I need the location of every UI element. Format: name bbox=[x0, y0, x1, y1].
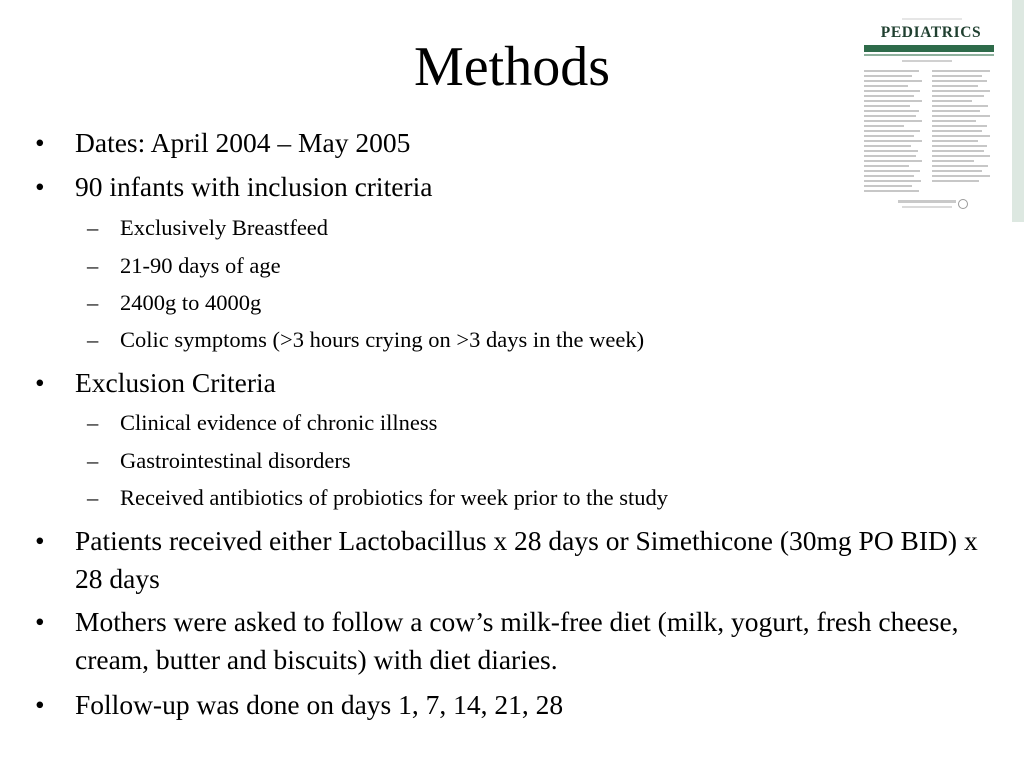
bullet-text: Patients received either Lactobacillus x 28 days or Simethicone (30mg PO BID) x 28 days bbox=[75, 525, 978, 594]
bullet-marker: • bbox=[35, 367, 45, 398]
bullet-item bbox=[35, 686, 995, 724]
bullet-marker: • bbox=[35, 606, 45, 637]
cover-light-band bbox=[864, 54, 994, 56]
sub-bullet-text: Exclusively Breastfeed bbox=[120, 215, 329, 240]
sub-bullet-text: Colic symptoms (>3 hours crying on >3 days in the week) bbox=[120, 327, 645, 352]
sub-bullet-marker: – bbox=[87, 485, 99, 510]
cover-toc-right bbox=[932, 70, 994, 185]
cover-side-strip bbox=[1012, 0, 1024, 222]
bullet-text: 90 infants with inclusion criteria bbox=[75, 171, 433, 202]
journal-name: PEDIATRICS bbox=[880, 24, 982, 41]
bullet-item bbox=[35, 124, 995, 162]
sub-bullet-marker: – bbox=[87, 215, 99, 240]
bullet-item bbox=[35, 603, 995, 679]
sub-bullet-item bbox=[87, 325, 1000, 355]
sub-bullet-text: Gastrointestinal disorders bbox=[120, 448, 351, 473]
bullet-item bbox=[35, 168, 995, 206]
cover-toc-left bbox=[864, 70, 926, 195]
cover-publisher-line bbox=[898, 200, 956, 203]
sub-bullet-marker: – bbox=[87, 253, 99, 278]
bullet-marker: • bbox=[35, 171, 45, 202]
bullet-item bbox=[35, 522, 995, 598]
sub-bullet-text: Clinical evidence of chronic illness bbox=[120, 410, 438, 435]
sub-bullet-marker: – bbox=[87, 448, 99, 473]
sub-bullet-text: 21-90 days of age bbox=[120, 253, 281, 278]
sub-bullet-item bbox=[87, 446, 1000, 476]
bullet-marker: • bbox=[35, 525, 45, 556]
sub-bullet-marker: – bbox=[87, 327, 99, 352]
cover-publisher-subline bbox=[902, 206, 952, 208]
bullet-text: Exclusion Criteria bbox=[75, 367, 276, 398]
slide-title: Methods bbox=[414, 36, 610, 98]
bullet-text: Mothers were asked to follow a cow’s milk-free diet (milk, yogurt, fresh cheese, cream, butter and biscuits) with diet diaries. bbox=[75, 606, 959, 675]
bullet-item bbox=[35, 364, 995, 402]
sub-bullet-text: Received antibiotics of probiotics for week prior to the study bbox=[120, 485, 668, 510]
cover-header-line bbox=[902, 18, 962, 20]
sub-bullet-item bbox=[87, 483, 1000, 513]
bullet-marker: • bbox=[35, 689, 45, 720]
bullet-text: Follow-up was done on days 1, 7, 14, 21, 28 bbox=[75, 689, 564, 720]
sub-bullet-marker: – bbox=[87, 290, 99, 315]
sub-bullet-marker: – bbox=[87, 410, 99, 435]
sub-bullet-item bbox=[87, 251, 1000, 281]
sub-bullet-text: 2400g to 4000g bbox=[120, 290, 262, 315]
sub-bullet-item bbox=[87, 408, 1000, 438]
sub-bullet-item bbox=[87, 288, 1000, 318]
cover-url-line bbox=[902, 60, 952, 62]
publisher-seal-icon bbox=[958, 199, 968, 209]
journal-cover-image bbox=[862, 18, 998, 218]
bullet-marker: • bbox=[35, 127, 45, 158]
bullet-text: Dates: April 2004 – May 2005 bbox=[75, 127, 411, 158]
cover-green-band bbox=[864, 45, 994, 52]
